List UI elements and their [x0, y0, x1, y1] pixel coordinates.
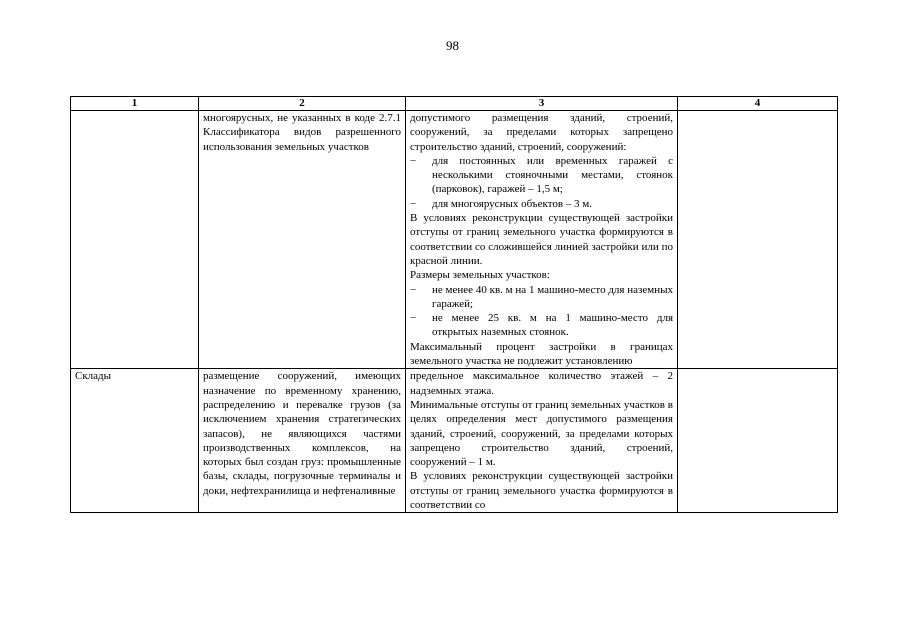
dash-list-item — [410, 283, 673, 312]
cell-land-use-name — [71, 111, 199, 369]
paragraph: Размеры земельных участков: — [410, 269, 550, 282]
paragraph: В условиях реконструкции существующей застройки отступы от границ земельного участка формируются в соответствии со сложившейся линией застройки или по красной линии. — [410, 212, 673, 267]
column-header-3: 3 — [406, 97, 678, 111]
dash-item-text: для постоянных или временных гаражей с несколькими стояночными местами, стоянок (парковок), гаражей – 1,5 м; — [432, 154, 673, 196]
dash-bullet-icon: − — [410, 312, 417, 325]
dash-item-text: не менее 25 кв. м на 1 машино-место для открытых наземных стоянок. — [432, 312, 673, 339]
paragraph: Максимальный процент застройки в границах земельного участка не подлежит установлению — [410, 340, 673, 368]
regulations-table — [70, 96, 838, 513]
paragraph: допустимого размещения зданий, строений, сооружений, за пределами которых запрещено строительство зданий, строений, сооружений: — [410, 112, 673, 153]
dash-bullet-icon: − — [410, 197, 417, 210]
cell-restrictions — [678, 111, 838, 369]
cell-land-use-name: Склады — [71, 369, 199, 513]
column-header-2: 2 — [199, 97, 406, 111]
paragraph: В условиях реконструкции существующей застройки отступы от границ земельного участка формируются в соответствии со — [410, 470, 673, 512]
paragraph: Минимальные отступы от границ земельных участков в целях определения мест допустимого размещения зданий, строений, сооружений, за пределами которых запрещено строительство зданий, строений, сооружений – 1 м. — [410, 398, 673, 469]
table-row — [71, 111, 838, 369]
dash-item-text: для многоярусных объектов – 3 м. — [432, 197, 593, 210]
page-number: 98 — [446, 38, 459, 53]
cell-land-use-description: многоярусных, не указанных в коде 2.7.1 Классификатора видов разрешенного использования земельных участков — [199, 111, 406, 369]
dash-bullet-icon: − — [410, 154, 417, 167]
dash-bullet-icon: − — [410, 283, 417, 296]
cell-restrictions — [678, 369, 838, 513]
cell-parameters — [406, 111, 678, 369]
cell-parameters — [406, 369, 678, 513]
dash-list-item — [410, 197, 673, 211]
table-header-row — [71, 97, 838, 111]
table-row — [71, 369, 838, 513]
dash-list-item — [410, 311, 673, 340]
column-header-1: 1 — [71, 97, 199, 111]
dash-list-item — [410, 154, 673, 197]
dash-item-text: не менее 40 кв. м на 1 машино-место для наземных гаражей; — [432, 283, 673, 310]
column-header-4: 4 — [678, 97, 838, 111]
paragraph: предельное максимальное количество этажей – 2 надземных этажа. — [410, 370, 673, 397]
cell-land-use-description: размещение сооружений, имеющих назначение по временному хранению, распределению и перевалке грузов (за исключением хранения стратегических запасов), не являющихся частями производственных комплексов, на которых был создан груз: промышленные базы, склады, погрузочные терминалы и доки, нефтехранилища и нефтеналивные — [199, 369, 406, 513]
